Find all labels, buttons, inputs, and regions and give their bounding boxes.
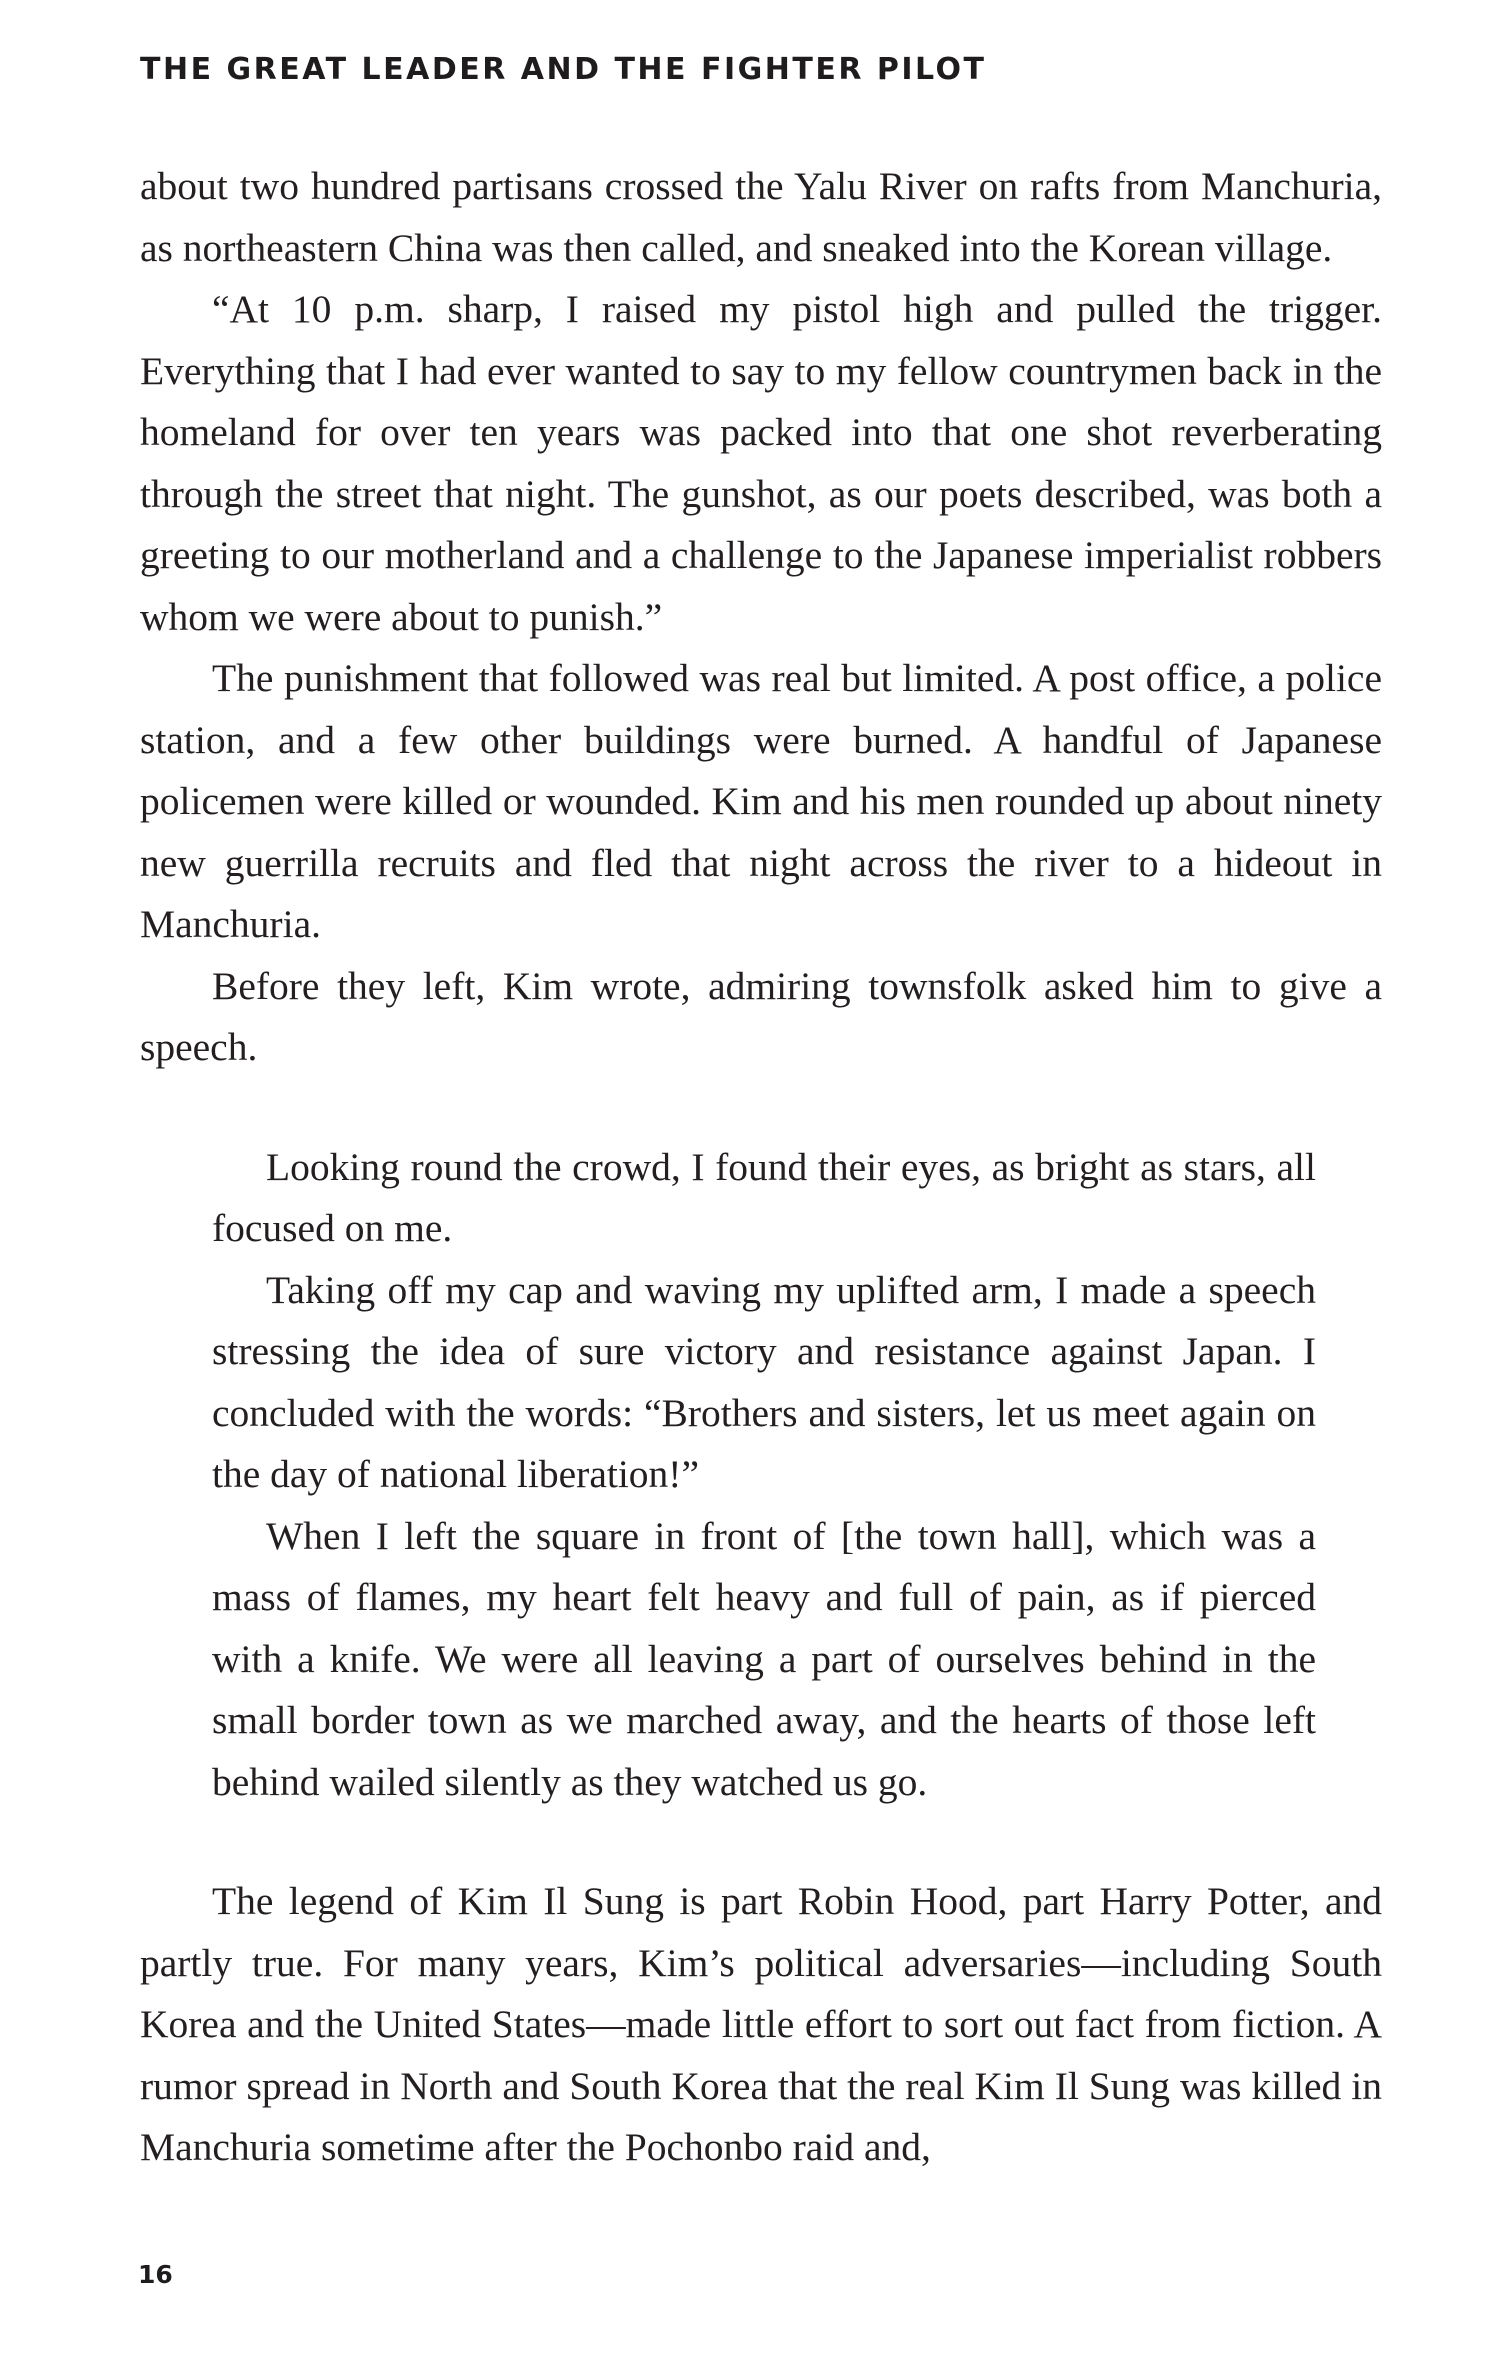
- block-quote-paragraph: When I left the square in front of [the town hall], which was a mass of flames, my heart felt heavy and full of pain, as if pierced with a knife. We were all leaving a part of ourselves behind in the small border town as we marched away, and the hearts of those left behind wailed silently as they watched us go.: [212, 1513, 1316, 1804]
- paragraph-punishment: The punishment that followed was real but limited. A post office, a police station, and a few other buildings were burned. A handful of Japanese policemen were killed or wounded. Kim and his men rounded up about ninety new guerrilla recruits and fled that night across the river to a hideout in Manchuria.: [140, 656, 1382, 946]
- block-quote-paragraph: Taking off my cap and waving my uplifted arm, I made a speech stressing the idea of sure victory and resistance against Japan. I concluded with the words: “Brothers and sisters, let us meet again on the day of national liberation!”: [212, 1267, 1316, 1496]
- block-quote: [212, 1137, 1316, 1814]
- body-text: [140, 156, 1382, 2179]
- running-head-title: THE GREAT LEADER AND THE FIGHTER PILOT: [140, 52, 987, 87]
- block-quote-paragraph: Looking round the crowd, I found their eyes, as bright as stars, all focused on me.: [212, 1144, 1316, 1250]
- page-number: 16: [138, 2260, 173, 2289]
- paragraph-continued: about two hundred partisans crossed the Yalu River on rafts from Manchuria, as northeastern China was then called, and sneaked into the Korean village.: [140, 164, 1382, 270]
- paragraph-quote-pistol: “At 10 p.m. sharp, I raised my pistol high and pulled the trigger. Everything that I had ever wanted to say to my fellow countrymen back in the homeland for over ten years was packed into that one shot reverberating through the street that night. The gunshot, as our poets described, was both a greeting to our motherland and a challenge to the Japanese imperialist robbers whom we were about to punish.”: [140, 287, 1382, 639]
- paragraph-speech-request: Before they left, Kim wrote, admiring townsfolk asked him to give a speech.: [140, 963, 1382, 1069]
- paragraph-legend: The legend of Kim Il Sung is part Robin Hood, part Harry Potter, and partly true. For many years, Kim’s political adversaries—including South Korea and the United States—made little effort to sort out fact from fiction. A rumor spread in North and South Korea that the real Kim Il Sung was killed in Manchuria sometime after the Pochonbo raid and,: [140, 1879, 1382, 2169]
